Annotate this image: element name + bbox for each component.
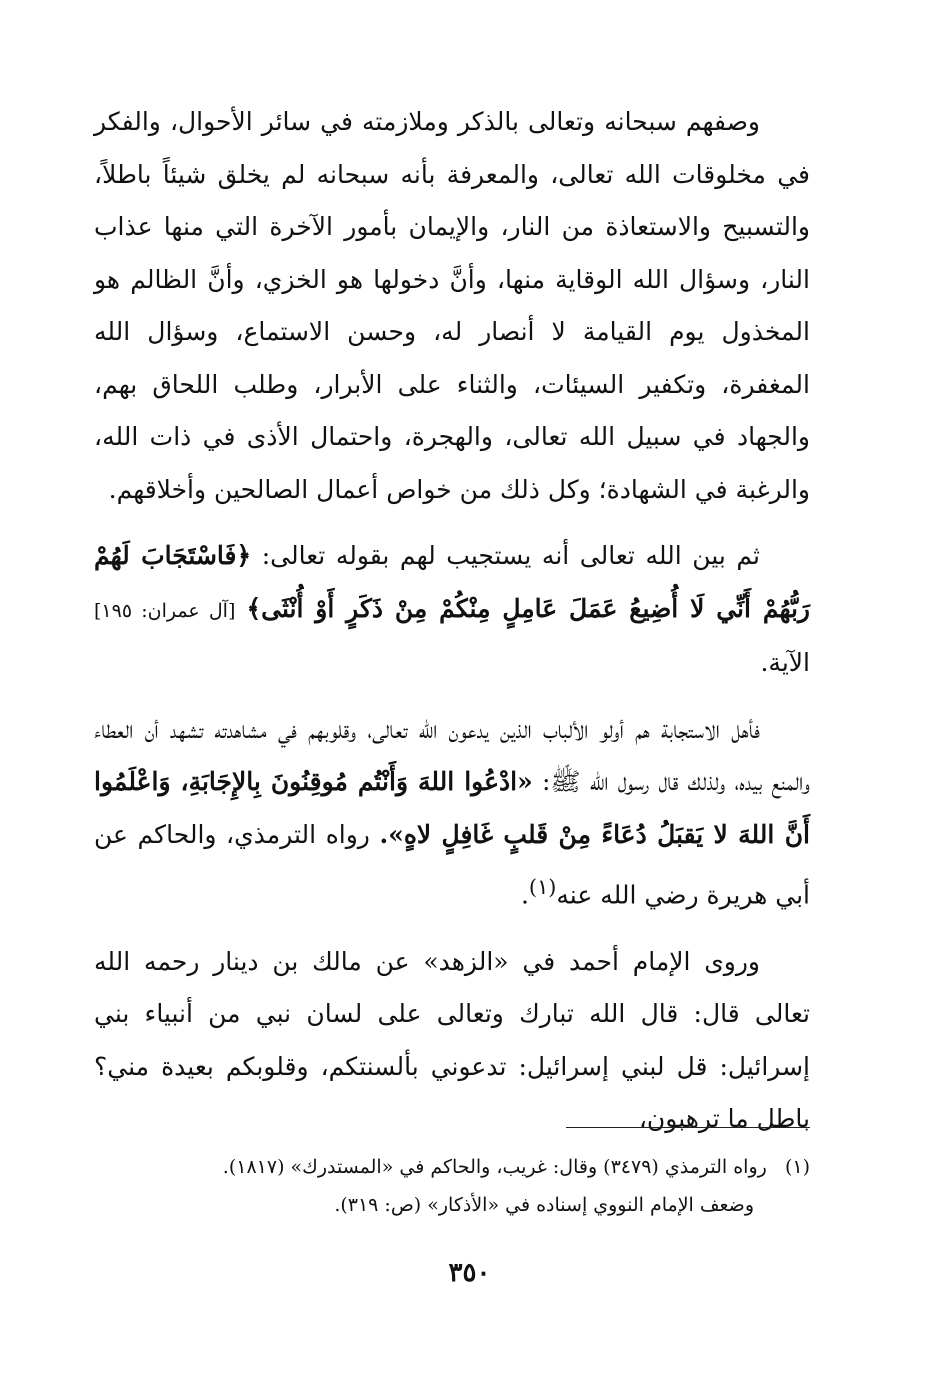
page-number: ٣٥٠ bbox=[448, 1258, 491, 1288]
quran-verse: ﴿فَاسْتَجَابَ لَهُمْ رَبُّهُمْ أَنِّي لَا أُضِيعُ عَمَلَ عَامِلٍ مِنْكُمْ مِنْ ذَكَرٍ أَوْ أُنْثَى﴾ bbox=[94, 541, 811, 623]
paragraph-2 bbox=[94, 530, 810, 690]
paragraph-3-end: رواه الترمذي، والحاكم عن أبي هريرة رضي الله عنه bbox=[94, 819, 810, 910]
verse-reference: [آل عمران: ١٩٥] bbox=[94, 599, 236, 622]
paragraph-2-end: الآية. bbox=[760, 648, 810, 677]
footnote-1-line-2: وضعف الإمام النووي إسناده في «الأذكار» (ص: ٣١٩). bbox=[334, 1194, 754, 1216]
paragraph-2-intro: ثم بين الله تعالى أنه يستجيب لهم بقوله تعالى: bbox=[261, 541, 761, 570]
footnote-1-text: رواه الترمذي (٣٤٧٩) وقال: غريب، والحاكم في «المستدرك» (١٨١٧). bbox=[222, 1156, 767, 1178]
paragraph-4-text: وروى الإمام أحمد في «الزهد» عن مالك بن دينار رحمه الله تعالى قال: قال الله تبارك وتعالى على لسان نبي من أنبياء بني إسرائيل: قل لبني إسرائيل: تدعوني بألسنتكم، وقلوبكم بعيدة مني؟ باطل ما ترهبون، bbox=[94, 946, 810, 1134]
paragraph-1 bbox=[94, 96, 810, 516]
paragraph-3-intro: فأهل الاستجابة هم أولو الألباب الذين يدعون الله تعالى، وقلوبهم في مشاهدته تشهد أن العطاء والمنع بيده، ولذلك قال رسول الله ﷺ: bbox=[94, 714, 811, 796]
footnote-1-line-1 bbox=[94, 1148, 810, 1186]
footnote-marker: (١) bbox=[528, 875, 557, 899]
footnote-1-number: (١) bbox=[784, 1156, 810, 1178]
main-text bbox=[94, 96, 810, 1160]
paragraph-1-text: وصفهم سبحانه وتعالى بالذكر وملازمته في سائر الأحوال، والفكر في مخلوقات الله تعالى، والمعرفة بأنه سبحانه لم يخلق شيئاً باطلاً، والتسبيح والاستعاذة من النار، والإيمان بأمور الآخرة التي منها عذاب النار، وسؤال الله الوقاية منها، وأنَّ دخولها هو الخزي، وأنَّ الظالم هو المخذول يوم القيامة لا أنصار له، وحسن الاستماع، وسؤال الله المغفرة، وتكفير السيئات، والثناء على الأبرار، وطلب اللحاق بهم، والجهاد في سبيل الله تعالى، والهجرة، واحتمال الأذى في ذات الله، والرغبة في الشهادة؛ وكل ذلك من خواص أعمال الصالحين وأخلاقهم. bbox=[94, 107, 810, 504]
hadith-text: «ادْعُوا اللهَ وَأَنْتُم مُوقِنُونَ بِالإِجَابَةِ، وَاعْلَمُوا أَنَّ اللهَ لا يَقبَلُ دُعَاءً مِنْ قَلبٍ غَافِلٍ لاهٍ». bbox=[94, 767, 810, 849]
paragraph-3: فأهل الاستجابة هم أولو الألباب الذين يدعون الله تعالى، وقلوبهم في مشاهدته تشهد أن العطاء والمنع بيده، ولذلك قال رسول الله ﷺ: «ادْعُوا اللهَ وَأَنْتُم مُوقِنُونَ بِالإِجَابَةِ، وَاعْلَمُوا أَنَّ اللهَ لا يَقبَلُ دُعَاءً مِنْ قَلبٍ غَافِلٍ لاهٍ». رواه الترمذي، والحاكم عن أبي هريرة رضي الله عنه$^{(١)}$. bbox=[94, 714, 811, 910]
paragraph-4 bbox=[94, 936, 810, 1146]
footnote-divider bbox=[566, 1127, 810, 1128]
footnotes bbox=[94, 1148, 810, 1224]
